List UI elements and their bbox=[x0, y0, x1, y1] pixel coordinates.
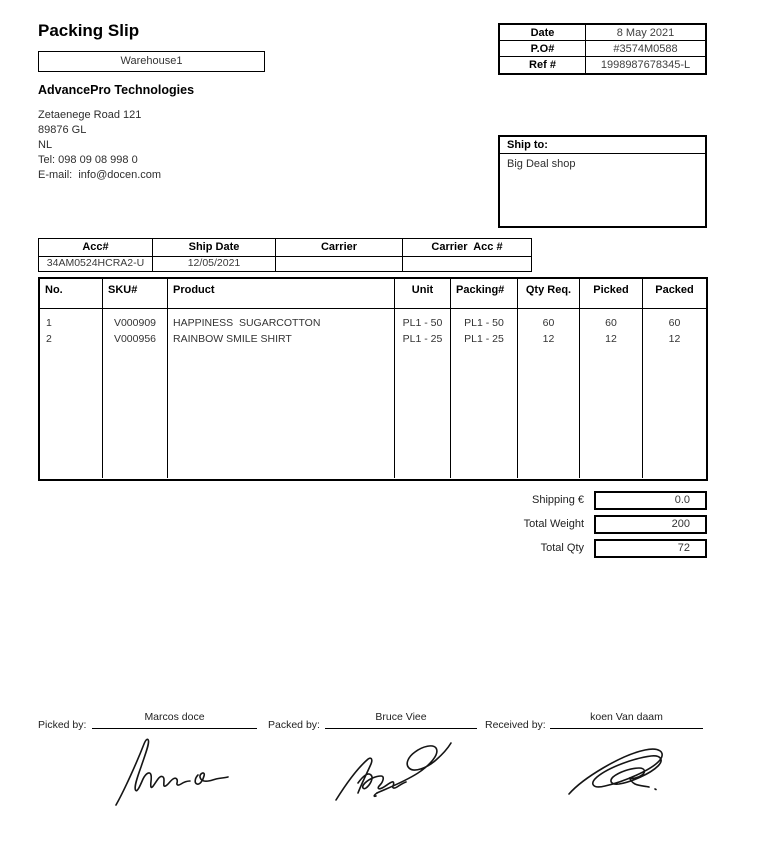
item-sku: V000909 bbox=[113, 317, 157, 329]
carrier-table bbox=[38, 238, 532, 272]
packed-by-signature-line bbox=[325, 728, 477, 729]
no-column bbox=[40, 309, 103, 478]
carrier-value bbox=[276, 257, 403, 271]
company-name: AdvancePro Technologies bbox=[38, 83, 195, 97]
packed-by-signature-image bbox=[330, 738, 465, 806]
total-qty-label: Total Qty bbox=[540, 542, 584, 554]
items-table-body bbox=[40, 309, 706, 478]
packed-by-label: Packed by: bbox=[268, 719, 320, 731]
picked-by-label: Picked by: bbox=[38, 719, 87, 731]
carrier-acc-value bbox=[403, 257, 531, 271]
carrier-header: Carrier bbox=[276, 239, 403, 256]
info-row-ref bbox=[500, 57, 705, 73]
info-row-po bbox=[500, 41, 705, 57]
no-header: No. bbox=[40, 279, 103, 308]
product-header: Product bbox=[168, 279, 395, 308]
item-product: HAPPINESS SUGARCOTTON bbox=[173, 317, 321, 329]
picked-by-signature-image bbox=[110, 735, 235, 807]
sku-column bbox=[103, 309, 168, 478]
acc-value: 34AM0524HCRA2-U bbox=[39, 257, 153, 271]
picked-column bbox=[580, 309, 643, 478]
item-sku: V000956 bbox=[113, 333, 157, 345]
qty-req-column bbox=[518, 309, 580, 478]
address-line: Zetaenege Road 121 bbox=[38, 109, 142, 121]
ref-label: Ref # bbox=[500, 57, 586, 73]
page-title: Packing Slip bbox=[38, 21, 140, 40]
packed-column bbox=[643, 309, 706, 478]
received-by-name: koen Van daam bbox=[590, 711, 663, 723]
packed-header: Packed bbox=[655, 284, 694, 296]
item-no: 1 bbox=[46, 317, 52, 329]
item-unit: PL1 - 25 bbox=[402, 333, 443, 345]
item-packing: PL1 - 25 bbox=[464, 333, 504, 345]
ship-to-value: Big Deal shop bbox=[507, 158, 576, 170]
company-email: E-mail: info@docen.com bbox=[38, 169, 162, 181]
address-line: NL bbox=[38, 139, 53, 151]
shipping-label: Shipping € bbox=[532, 494, 584, 506]
item-picked: 12 bbox=[605, 333, 617, 345]
company-address bbox=[38, 108, 161, 183]
carrier-table-values bbox=[39, 257, 531, 271]
ship-date-value: 12/05/2021 bbox=[153, 257, 276, 271]
warehouse-box: Warehouse1 bbox=[38, 51, 265, 72]
qty-req-header: Qty Req. bbox=[518, 279, 580, 308]
sku-header: SKU# bbox=[103, 279, 168, 308]
picked-by-signature-line bbox=[92, 728, 257, 729]
address-line: 89876 GL bbox=[38, 124, 87, 136]
items-table-header bbox=[40, 279, 706, 309]
packing-header: Packing# bbox=[451, 279, 518, 308]
ref-value: 1998987678345-L bbox=[600, 59, 691, 71]
unit-column bbox=[395, 309, 451, 478]
picked-by-name: Marcos doce bbox=[144, 711, 205, 723]
order-info-table bbox=[498, 23, 707, 75]
info-row-date bbox=[500, 25, 705, 41]
item-picked: 60 bbox=[605, 317, 617, 329]
ship-to-label: Ship to: bbox=[500, 137, 705, 154]
company-phone: Tel: 098 09 08 998 0 bbox=[38, 154, 138, 166]
item-packed: 12 bbox=[668, 333, 681, 345]
item-qty-req: 12 bbox=[542, 333, 555, 345]
packed-by-name: Bruce Viee bbox=[375, 711, 427, 723]
carrier-acc-header: Carrier Acc # bbox=[431, 241, 503, 253]
total-qty-value-box: 72 bbox=[594, 539, 707, 558]
picked-header: Picked bbox=[580, 279, 643, 308]
po-label: P.O# bbox=[500, 41, 586, 56]
item-packing: PL1 - 50 bbox=[464, 317, 504, 329]
ship-date-header: Ship Date bbox=[153, 239, 276, 256]
total-weight-value-box: 200 bbox=[594, 515, 707, 534]
item-qty-req: 60 bbox=[542, 317, 555, 329]
item-packed: 60 bbox=[668, 317, 681, 329]
item-product: RAINBOW SMILE SHIRT bbox=[173, 333, 292, 345]
received-by-signature-image bbox=[563, 742, 673, 804]
shipping-value-box: 0.0 bbox=[594, 491, 707, 510]
total-weight-label: Total Weight bbox=[523, 518, 584, 530]
date-label: Date bbox=[500, 25, 586, 40]
item-unit: PL1 - 50 bbox=[402, 317, 443, 329]
item-no: 2 bbox=[46, 333, 52, 345]
unit-header: Unit bbox=[395, 279, 451, 308]
carrier-table-header bbox=[39, 239, 531, 257]
received-by-label: Received by: bbox=[485, 719, 546, 731]
ship-to-box bbox=[498, 135, 707, 228]
product-column bbox=[168, 309, 395, 478]
received-by-signature-line bbox=[550, 728, 703, 729]
packing-column bbox=[451, 309, 518, 478]
po-value: #3574M0588 bbox=[613, 43, 678, 55]
acc-header: Acc# bbox=[39, 239, 153, 256]
items-table bbox=[38, 277, 708, 481]
date-value: 8 May 2021 bbox=[616, 27, 675, 39]
